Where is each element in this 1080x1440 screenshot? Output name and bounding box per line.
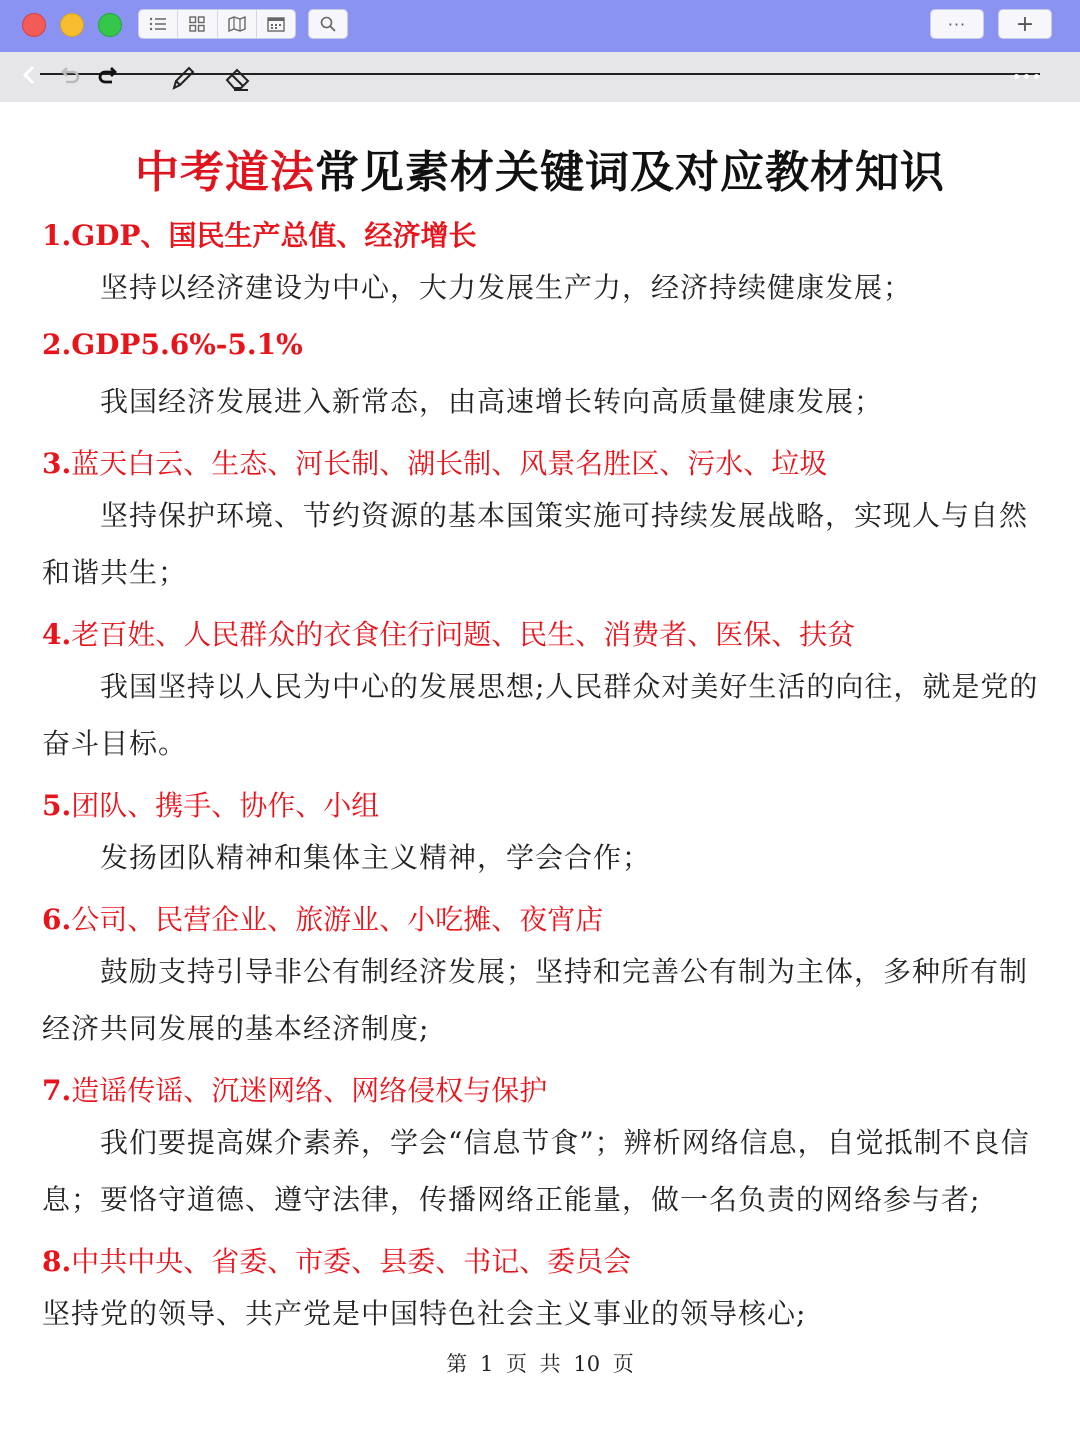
search-button[interactable] <box>308 9 348 39</box>
pen-tool-button[interactable] <box>170 64 196 92</box>
map-view-button[interactable] <box>218 10 257 38</box>
pencil-icon <box>170 64 196 92</box>
calendar-view-button[interactable] <box>257 10 295 38</box>
section-heading: 8.中共中央、省委、市委、县委、书记、委员会 <box>42 1245 632 1278</box>
redo-icon <box>96 64 120 86</box>
list-view-button[interactable] <box>139 10 178 38</box>
section-heading: 3.蓝天白云、生态、河长制、湖长制、风景名胜区、污水、垃圾 <box>42 447 828 480</box>
section-text: 发扬团队精神和集体主义精神，学会合作； <box>100 841 652 874</box>
add-button[interactable]: + <box>998 9 1052 39</box>
eraser-icon <box>224 64 252 92</box>
document-page <box>0 102 1080 1440</box>
section-text: 我们要提高媒介素养，学会“信息节食”；辨析网络信息，自觉抵制不良信息；要恪守道德、遵守法律，传播网络正能量，做一名负责的网络参与者; <box>42 1126 1030 1216</box>
list-icon <box>149 16 167 32</box>
section-text: 鼓励支持引导非公有制经济发展；坚持和完善公有制为主体，多种所有制经济共同发展的基本经济制度; <box>42 955 1029 1045</box>
undo-icon <box>58 64 82 86</box>
zoom-window-button[interactable] <box>98 13 122 37</box>
section-text: 坚持保护环境、节约资源的基本国策实施可持续发展战略，实现人与自然和谐共生； <box>42 499 1029 589</box>
close-window-button[interactable] <box>22 13 46 37</box>
section-heading: 7.造谣传谣、沉迷网络、网络侵权与保护 <box>42 1074 548 1107</box>
window-titlebar <box>0 0 1080 52</box>
view-mode-toolbar <box>138 9 296 39</box>
toolbar-overflow-button[interactable] <box>1014 74 1039 79</box>
map-icon <box>228 16 246 32</box>
search-icon <box>320 16 336 32</box>
section-text: 坚持以经济建设为中心，大力发展生产力，经济持续健康发展； <box>100 271 913 304</box>
page-title-red-part: 中考道法 <box>135 147 315 198</box>
grid-icon <box>189 16 205 32</box>
section-text: 我国经济发展进入新常态，由高速增长转向高质量健康发展； <box>100 385 884 418</box>
back-button[interactable] <box>20 64 38 86</box>
section-heading: 6.公司、民营企业、旅游业、小吃摊、夜宵店 <box>42 903 604 936</box>
section-text: 我国坚持以人民为中心的发展思想;人民群众对美好生活的向往，就是党的奋斗目标。 <box>42 670 1039 760</box>
redo-button[interactable] <box>96 64 120 86</box>
page-title <box>0 136 1080 200</box>
section-heading: 5.团队、携手、协作、小组 <box>42 789 380 822</box>
section-heading: 1.GDP、国民生产总值、经济增长 <box>42 219 477 252</box>
section-heading: 2.GDP5.6%-5.1% <box>42 328 303 361</box>
page-number-footer: 第 1 页 共 10 页 <box>446 1352 634 1376</box>
minimize-window-button[interactable] <box>60 13 84 37</box>
chevron-left-icon <box>20 64 38 86</box>
page-title-black-part: 常见素材关键词及对应教材知识 <box>315 147 945 198</box>
more-options-button[interactable]: ··· <box>930 9 984 39</box>
annotation-toolbar <box>0 52 1080 102</box>
section-text: 坚持党的领导、共产党是中国特色社会主义事业的领导核心; <box>42 1297 807 1330</box>
calendar-icon <box>267 16 285 32</box>
grid-view-button[interactable] <box>178 10 217 38</box>
undo-button[interactable] <box>58 64 82 86</box>
section-heading: 4.老百姓、人民群众的衣食住行问题、民生、消费者、医保、扶贫 <box>42 618 856 651</box>
eraser-tool-button[interactable] <box>224 64 252 92</box>
